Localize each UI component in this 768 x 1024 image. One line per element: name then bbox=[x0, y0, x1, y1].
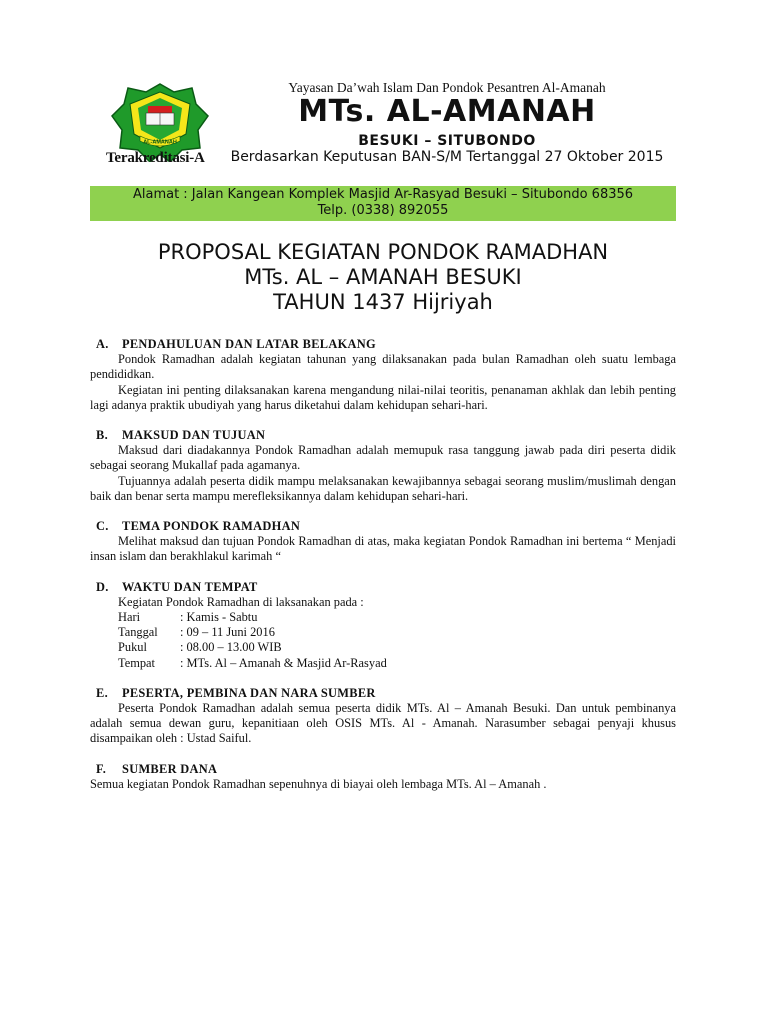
schedule-table bbox=[118, 610, 387, 671]
phone-line: Telp. (0338) 892055 bbox=[317, 203, 449, 218]
section-paragraph: Tujuannya adalah peserta didik mampu melaksanakan kewajibannya sebagai seorang muslim/muslimah dengan baik dan benar serta mampu merefleksikannya dalam kehidupan sehari-hari. bbox=[90, 473, 676, 503]
section-heading: D. WAKTU DAN TEMPAT bbox=[96, 579, 258, 594]
accreditation-badge: Terakreditasi-A bbox=[106, 150, 205, 166]
table-row: Hari : Kamis - Sabtu bbox=[118, 610, 258, 625]
section-heading: F. SUMBER DANA bbox=[96, 761, 218, 776]
section-paragraph: Maksud dari diadakannya Pondok Ramadhan adalah memupuk rasa tanggung jawab pada diri peserta didik sebagai seorang Mukallaf pada agamanya. bbox=[90, 443, 676, 473]
table-row: Tanggal : 09 – 11 Juni 2016 bbox=[118, 625, 275, 640]
section-heading: B. MAKSUD DAN TUJUAN bbox=[96, 428, 266, 443]
school-location: BESUKI – SITUBONDO bbox=[358, 133, 536, 149]
section-paragraph: Kegiatan Pondok Ramadhan di laksanakan pada : bbox=[118, 594, 364, 609]
section-c bbox=[90, 519, 676, 565]
section-heading: C. TEMA PONDOK RAMADHAN bbox=[96, 519, 301, 534]
section-d bbox=[90, 580, 676, 671]
section-a bbox=[90, 337, 676, 413]
accreditation-decree: Berdasarkan Keputusan BAN-S/M Tertanggal 27 Oktober 2015 bbox=[230, 149, 664, 165]
section-e bbox=[90, 686, 676, 747]
proposal-body bbox=[90, 337, 676, 807]
title-line-3: TAHUN 1437 Hijriyah bbox=[273, 290, 493, 314]
section-paragraph: Melihat maksud dan tujuan Pondok Ramadhan di atas, maka kegiatan Pondok Ramadhan ini bertema “ Menjadi insan islam dan berakhlakul karimah “ bbox=[90, 534, 676, 564]
table-row: Tempat : MTs. Al – Amanah & Masjid Ar-Rasyad bbox=[118, 655, 387, 670]
school-name: MTs. AL-AMANAH bbox=[298, 94, 596, 129]
table-row: Pukul : 08.00 – 13.00 WIB bbox=[118, 640, 282, 655]
address-bar bbox=[90, 186, 676, 221]
logo-text: AL-AMANAH bbox=[143, 139, 177, 146]
title-line-2: MTs. AL – AMANAH BESUKI bbox=[244, 265, 522, 289]
title-line-1: PROPOSAL KEGIATAN PONDOK RAMADHAN bbox=[157, 240, 609, 264]
section-paragraph: Kegiatan ini penting dilaksanakan karena mengandung nilai-nilai teoritis, penanaman akhlak dan lebih penting lagi adanya praktik ubudiyah yang harus diketahui dalam kehidupan sehari-hari. bbox=[90, 382, 676, 412]
section-heading: A. PENDAHULUAN DAN LATAR BELAKANG bbox=[96, 337, 376, 351]
section-b bbox=[90, 428, 676, 504]
address-line: Alamat : Jalan Kangean Komplek Masjid Ar-Rasyad Besuki – Situbondo 68356 bbox=[132, 187, 634, 202]
section-paragraph: Pondok Ramadhan adalah kegiatan tahunan yang dilaksanakan pada bulan Ramadhan oleh suatu lembaga pendididkan. bbox=[90, 352, 676, 382]
foundation-name: Yayasan Da’wah Islam Dan Pondok Pesantren Al-Amanah bbox=[288, 80, 606, 95]
section-paragraph: Semua kegiatan Pondok Ramadhan sepenuhnya di biayai oleh lembaga MTs. Al – Amanah . bbox=[90, 776, 547, 791]
section-heading: E. PESERTA, PEMBINA DAN NARA SUMBER bbox=[96, 685, 376, 700]
section-f bbox=[90, 762, 676, 792]
proposal-title bbox=[90, 240, 676, 315]
section-paragraph: Peserta Pondok Ramadhan adalah semua peserta didik MTs. Al – Amanah Besuki. Dan untuk pembinanya adalah semua dewan guru, kepanitiaan oleh OSIS MTs. Al - Amanah. Narasumber sebagai penyaji khusus disampaikan oleh : Ustad Saiful. bbox=[90, 701, 676, 746]
